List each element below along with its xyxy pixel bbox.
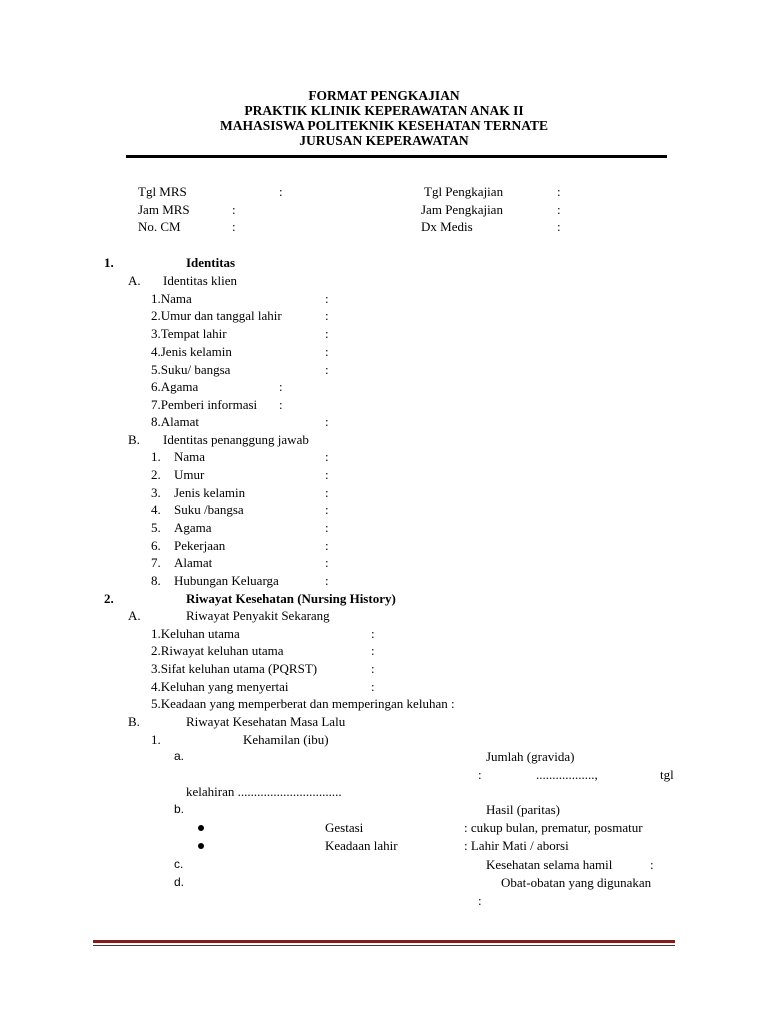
klien-item: 7.Pemberi informasi <box>151 397 258 412</box>
pj-label: Pekerjaan <box>174 538 226 553</box>
pj-colon: : <box>325 520 329 535</box>
jam-mrs-label: Jam MRS <box>138 202 190 217</box>
pj-colon: : <box>325 573 329 588</box>
keadaan-lahir-value: : Lahir Mati / aborsi <box>464 838 569 853</box>
section1-number: 1. <box>104 255 114 270</box>
doc-title-line2: PRAKTIK KLINIK KEPERAWATAN ANAK II <box>244 103 524 118</box>
klien-item: 6.Agama <box>151 379 199 394</box>
no-cm-colon: : <box>232 219 236 234</box>
section2-b-letter: B. <box>128 714 140 729</box>
jam-pengkajian-label: Jam Pengkajian <box>421 202 503 217</box>
kesehatan-hamil-label: Kesehatan selama hamil <box>486 857 613 872</box>
pj-colon: : <box>325 555 329 570</box>
bullet-icon <box>198 843 204 849</box>
sekarang-colon: : <box>371 643 375 658</box>
klien-colon: : <box>325 344 329 359</box>
section1-title: Identitas <box>186 255 236 270</box>
klien-item: 5.Suku/ bangsa <box>151 362 231 377</box>
pj-number: 6. <box>151 538 161 553</box>
pj-label: Nama <box>174 449 206 464</box>
klien-colon: : <box>325 362 329 377</box>
pj-label: Alamat <box>174 555 213 570</box>
section1-a-letter: A. <box>128 273 141 288</box>
pj-number: 8. <box>151 573 161 588</box>
sub-a-letter: a. <box>174 749 185 763</box>
gestasi-label: Gestasi <box>325 820 364 835</box>
pj-colon: : <box>325 485 329 500</box>
pj-number: 1. <box>151 449 161 464</box>
klien-colon: : <box>325 326 329 341</box>
obat-label: Obat-obatan yang digunakan <box>501 875 652 890</box>
pj-label: Agama <box>174 520 212 535</box>
header-rule <box>126 155 667 158</box>
doc-title-line4: JURUSAN KEPERAWATAN <box>299 133 469 148</box>
klien-item: 4.Jenis kelamin <box>151 344 232 359</box>
gestasi-value: : cukup bulan, prematur, posmatur <box>464 820 643 835</box>
no-cm-label: No. CM <box>138 219 181 234</box>
sekarang-item: 5.Keadaan yang memperberat dan memperingan keluhan : <box>151 696 455 711</box>
jumlah-dots: .................., <box>536 767 598 782</box>
tgl-mrs-label: Tgl MRS <box>138 184 187 199</box>
kesehatan-hamil-colon: : <box>650 857 654 872</box>
sekarang-colon: : <box>371 661 375 676</box>
kehamilan-title: Kehamilan (ibu) <box>243 732 329 747</box>
dx-medis-label: Dx Medis <box>421 219 473 234</box>
jumlah-colon: : <box>478 767 482 782</box>
doc-title-line1: FORMAT PENGKAJIAN <box>308 88 460 103</box>
tgl-label: tgl <box>660 767 674 782</box>
klien-colon: : <box>325 308 329 323</box>
pj-number: 7. <box>151 555 161 570</box>
sekarang-colon: : <box>371 679 375 694</box>
pj-number: 4. <box>151 502 161 517</box>
jam-mrs-colon: : <box>232 202 236 217</box>
doc-title-line3: MAHASISWA POLITEKNIK KESEHATAN TERNATE <box>220 118 548 133</box>
pj-number: 3. <box>151 485 161 500</box>
obat-colon: : <box>478 893 482 908</box>
klien-item: 3.Tempat lahir <box>151 326 227 341</box>
hasil-paritas: Hasil (paritas) <box>486 802 561 817</box>
pj-colon: : <box>325 467 329 482</box>
tgl-pengkajian-label: Tgl Pengkajian <box>424 184 504 199</box>
pj-colon: : <box>325 538 329 553</box>
jam-pengkajian-colon: : <box>557 202 561 217</box>
footer-rule-thick <box>93 940 675 943</box>
kelahiran-line: kelahiran ................................ <box>186 784 342 799</box>
pj-label: Hubungan Keluarga <box>174 573 279 588</box>
sekarang-colon: : <box>371 626 375 641</box>
klien-item: 8.Alamat <box>151 414 200 429</box>
section1-b-letter: B. <box>128 432 140 447</box>
pj-label: Umur <box>174 467 205 482</box>
pj-label: Suku /bangsa <box>174 502 244 517</box>
dx-medis-colon: : <box>557 219 561 234</box>
pj-number: 2. <box>151 467 161 482</box>
sekarang-item: 2.Riwayat keluhan utama <box>151 643 284 658</box>
sekarang-item: 3.Sifat keluhan utama (PQRST) <box>151 661 318 676</box>
klien-item: 1.Nama <box>151 291 192 306</box>
tgl-pengkajian-colon: : <box>557 184 561 199</box>
footer-rule-thin <box>93 945 675 946</box>
bullet-icon <box>198 825 204 831</box>
tgl-mrs-colon: : <box>279 184 283 199</box>
klien-colon: : <box>325 414 329 429</box>
section1-b-title: Identitas penanggung jawab <box>163 432 309 447</box>
sekarang-item: 1.Keluhan utama <box>151 626 240 641</box>
sub-b-letter: b. <box>174 802 185 816</box>
sub-d-letter: d. <box>174 875 185 889</box>
pj-colon: : <box>325 502 329 517</box>
masa-lalu-item-number: 1. <box>151 732 161 747</box>
section2-a-letter: A. <box>128 608 141 623</box>
section2-number: 2. <box>104 591 114 606</box>
section2-a-title: Riwayat Penyakit Sekarang <box>186 608 330 623</box>
sekarang-item: 4.Keluhan yang menyertai <box>151 679 289 694</box>
keadaan-lahir-label: Keadaan lahir <box>325 838 398 853</box>
pj-colon: : <box>325 449 329 464</box>
pj-number: 5. <box>151 520 161 535</box>
sub-c-letter: c. <box>174 857 184 871</box>
section1-a-title: Identitas klien <box>163 273 238 288</box>
klien-colon: : <box>279 379 283 394</box>
pj-label: Jenis kelamin <box>174 485 246 500</box>
klien-colon: : <box>279 397 283 412</box>
section2-title: Riwayat Kesehatan (Nursing History) <box>186 591 396 606</box>
jumlah-gravida: Jumlah (gravida) <box>486 749 575 764</box>
klien-colon: : <box>325 291 329 306</box>
section2-b-title: Riwayat Kesehatan Masa Lalu <box>186 714 346 729</box>
klien-item: 2.Umur dan tanggal lahir <box>151 308 282 323</box>
